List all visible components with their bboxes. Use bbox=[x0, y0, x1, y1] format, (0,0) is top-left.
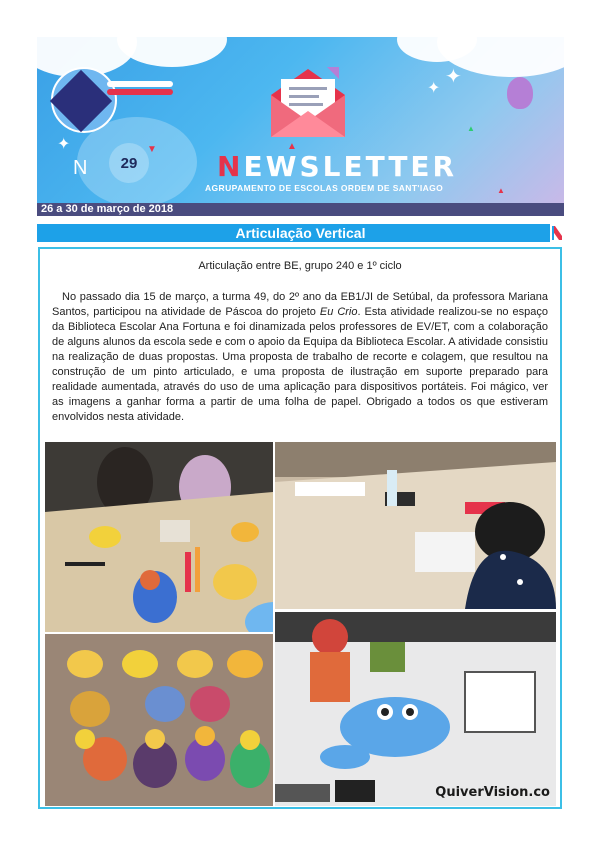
date-range: 26 a 30 de março de 2018 bbox=[41, 203, 174, 215]
school-name: AGRUPAMENTO DE ESCOLAS ORDEM DE SANT'IAGO bbox=[205, 183, 444, 193]
date-bar bbox=[37, 203, 564, 216]
newsletter-banner bbox=[37, 37, 564, 205]
project-name: Eu Crio bbox=[319, 306, 358, 318]
n-logo-icon bbox=[552, 226, 562, 240]
sparkle-icon: ▲ bbox=[287, 141, 297, 152]
body-part-1: No passado dia 15 de março, a turma 49, do 2º ano da EB1/JI de Setúbal, da professora Mariana Santos, participou na atividade de Páscoa do projeto bbox=[52, 291, 548, 318]
photo-children-crafting bbox=[45, 442, 273, 632]
issue-prefix: N bbox=[73, 157, 88, 179]
triangle-icon: ▼ bbox=[147, 144, 157, 155]
triangle-icon: ▲ bbox=[497, 186, 505, 195]
body-part-2: . Esta atividade realizou-se no espaço da Biblioteca Escolar Ana Fortuna e foi dinamizada pelos professores de EV/ET, com a colaboração de alguns alunos da escola sede e com o apoio da Equipa da Biblioteca Escolar. A atividade consistiu na realização de duas propostas. Uma proposta de trabalho de recorte e colagem, que resultou na construção de um pinto articulado, e uma proposta de ilustração em suporte preparado para realidade aumentada, através do uso de uma aplicação para dispositivos portáteis. Foi mágico, ver as imagens a ganhar forma a partir de uma folha de papel. Obrigado a todos os que estiveram envolvidos nesta atividade. bbox=[52, 306, 548, 423]
wave-decoration-red bbox=[107, 89, 173, 95]
issue-number: 29 bbox=[109, 143, 149, 183]
triangle-icon: ▲ bbox=[467, 124, 475, 133]
photo-quivervision-sheet bbox=[275, 612, 556, 806]
title-rest: EWSLETTER bbox=[243, 150, 458, 183]
balloon-icon bbox=[507, 77, 533, 109]
article-body bbox=[52, 290, 548, 425]
sparkle-icon: ✦ bbox=[445, 66, 462, 88]
sparkle-icon: ✦ bbox=[57, 136, 71, 153]
wave-decoration bbox=[107, 81, 173, 87]
photo-child-coloring bbox=[275, 442, 556, 609]
section-title: Articulação Vertical bbox=[235, 225, 366, 241]
title-first-letter: N bbox=[217, 150, 244, 183]
section-header bbox=[37, 224, 564, 242]
newsletter-title bbox=[217, 150, 457, 183]
sparkle-icon: ✦ bbox=[427, 80, 441, 97]
photo-paper-chicks bbox=[45, 634, 273, 806]
article-subtitle: Articulação entre BE, grupo 240 e 1º ciclo bbox=[198, 260, 402, 272]
envelope-icon bbox=[267, 65, 349, 139]
quivervision-caption: QuiverVision.co bbox=[435, 785, 550, 800]
